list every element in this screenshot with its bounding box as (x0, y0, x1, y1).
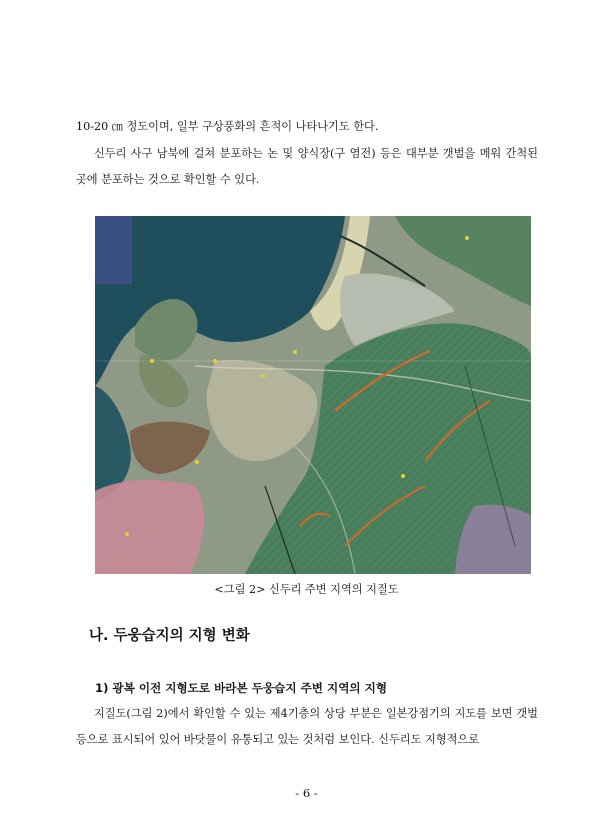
figure-caption: <그림 2> 신두리 주변 지역의 지질도 (214, 583, 399, 596)
paragraph-reclamation: 신두리 사구 남북에 걸쳐 분포하는 논 및 양식장(구 염전) 등은 대부분 갯벌을 메워 간척된 곳에 분포하는 것으로 확인할 수 있다. (76, 147, 538, 186)
geologic-map-figure (95, 216, 531, 574)
page-number: - 6 - (295, 786, 318, 800)
paragraph-weathering: 10-20 ㎝ 정도이며, 일부 구상풍화의 흔적이 나타나기도 한다. (76, 120, 379, 133)
geologic-map-image (95, 216, 531, 574)
section-heading: 나. 두웅습지의 지형 변화 (89, 628, 250, 644)
subsection-heading: 1) 광복 이전 지형도로 바라본 두웅습지 주변 지역의 지형 (95, 681, 388, 695)
body-paragraph: 지질도(그림 2)에서 확인할 수 있는 제4기층의 상당 부분은 일본강점기의 지도를 보면 갯벌 등으로 표시되어 있어 바닷물이 유통되고 있는 것처럼 보인다. 신두리도 지형적으로 (76, 707, 538, 746)
